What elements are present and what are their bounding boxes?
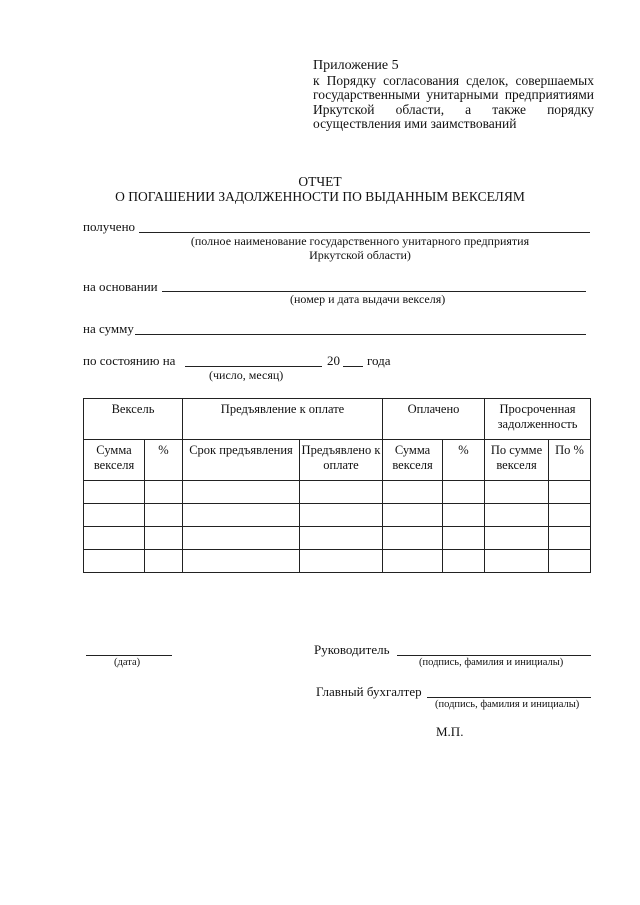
header-paid: Оплачено bbox=[383, 399, 485, 440]
table-cell[interactable] bbox=[485, 527, 549, 550]
table-row bbox=[84, 527, 591, 550]
subheader-overdue-amount: По сумме векселя bbox=[485, 440, 549, 481]
basis-hint: (номер и дата выдачи векселя) bbox=[290, 292, 446, 306]
report-table bbox=[83, 398, 591, 573]
table-cell[interactable] bbox=[383, 481, 443, 504]
as-of-hint: (число, месяц) bbox=[209, 368, 284, 382]
table-cell[interactable] bbox=[300, 550, 383, 573]
table-cell[interactable] bbox=[443, 481, 485, 504]
head-signature-line[interactable] bbox=[397, 655, 591, 656]
received-hint-line1: (полное наименование государственного унитарного предприятия bbox=[190, 234, 530, 248]
amount-line[interactable] bbox=[135, 334, 586, 335]
subheader-paid-amount: Сумма векселя bbox=[383, 440, 443, 481]
received-line[interactable] bbox=[139, 232, 590, 233]
subheader-presentation-term: Срок предъявления bbox=[183, 440, 300, 481]
table-cell[interactable] bbox=[183, 504, 300, 527]
table-cell[interactable] bbox=[485, 481, 549, 504]
year-line[interactable] bbox=[343, 366, 363, 367]
table-row bbox=[84, 550, 591, 573]
table-cell[interactable] bbox=[485, 504, 549, 527]
subheader-bill-amount: Сумма векселя bbox=[84, 440, 145, 481]
table-cell[interactable] bbox=[549, 481, 591, 504]
accountant-label: Главный бухгалтер bbox=[316, 684, 422, 699]
table-cell[interactable] bbox=[549, 527, 591, 550]
header-presentation: Предъявление к оплате bbox=[183, 399, 383, 440]
table-cell[interactable] bbox=[183, 527, 300, 550]
table-cell[interactable] bbox=[145, 550, 183, 573]
report-title-line1: ОТЧЕТ bbox=[298, 174, 342, 189]
header-overdue: Просроченная задолженность bbox=[485, 399, 591, 440]
table-cell[interactable] bbox=[443, 550, 485, 573]
report-title-line2: О ПОГАШЕНИИ ЗАДОЛЖЕННОСТИ ПО ВЫДАННЫМ ВЕКСЕЛЯМ bbox=[115, 189, 525, 204]
table-cell[interactable] bbox=[145, 527, 183, 550]
basis-label: на основании bbox=[83, 279, 158, 294]
table-cell[interactable] bbox=[383, 527, 443, 550]
seal-label: М.П. bbox=[436, 724, 464, 739]
subheader-paid-percent: % bbox=[443, 440, 485, 481]
year-prefix: 20 bbox=[327, 353, 340, 368]
table-cell[interactable] bbox=[300, 481, 383, 504]
head-hint: (подпись, фамилия и инициалы) bbox=[419, 657, 564, 668]
table-cell[interactable] bbox=[383, 550, 443, 573]
date-hint: (дата) bbox=[114, 657, 141, 668]
table-row bbox=[84, 481, 591, 504]
table-cell[interactable] bbox=[443, 527, 485, 550]
accountant-hint: (подпись, фамилия и инициалы) bbox=[435, 699, 580, 710]
as-of-label: по состоянию на bbox=[83, 353, 176, 368]
received-hint-line2: Иркутской области) bbox=[309, 248, 411, 262]
table-cell[interactable] bbox=[549, 504, 591, 527]
annex-text: к Порядку согласования сделок, совершаемых государственными унитарными предприятиями Иркутской области, а также порядку осуществления ими заимствований bbox=[313, 72, 594, 131]
table-cell[interactable] bbox=[485, 550, 549, 573]
table-cell[interactable] bbox=[300, 527, 383, 550]
table-cell[interactable] bbox=[84, 504, 145, 527]
amount-label: на сумму bbox=[83, 321, 134, 336]
annex-title: Приложение 5 bbox=[313, 58, 399, 73]
table-cell[interactable] bbox=[84, 527, 145, 550]
subheader-presented: Предъявлено к оплате bbox=[300, 440, 383, 481]
table-cell[interactable] bbox=[183, 550, 300, 573]
as-of-date-line[interactable] bbox=[185, 366, 322, 367]
date-line[interactable] bbox=[86, 655, 172, 656]
table-cell[interactable] bbox=[145, 481, 183, 504]
table-cell[interactable] bbox=[183, 481, 300, 504]
table-cell[interactable] bbox=[145, 504, 183, 527]
table-cell[interactable] bbox=[300, 504, 383, 527]
table-cell[interactable] bbox=[84, 481, 145, 504]
year-suffix: года bbox=[367, 353, 391, 368]
subheader-overdue-percent: По % bbox=[549, 440, 591, 481]
subheader-bill-percent: % bbox=[145, 440, 183, 481]
table-cell[interactable] bbox=[84, 550, 145, 573]
accountant-signature-line[interactable] bbox=[427, 697, 591, 698]
table-cell[interactable] bbox=[443, 504, 485, 527]
table-cell[interactable] bbox=[549, 550, 591, 573]
received-label: получено bbox=[83, 219, 136, 234]
table-cell[interactable] bbox=[383, 504, 443, 527]
table-row bbox=[84, 504, 591, 527]
head-label: Руководитель bbox=[314, 642, 390, 657]
header-bill: Вексель bbox=[84, 399, 183, 440]
annex-block bbox=[313, 59, 594, 132]
